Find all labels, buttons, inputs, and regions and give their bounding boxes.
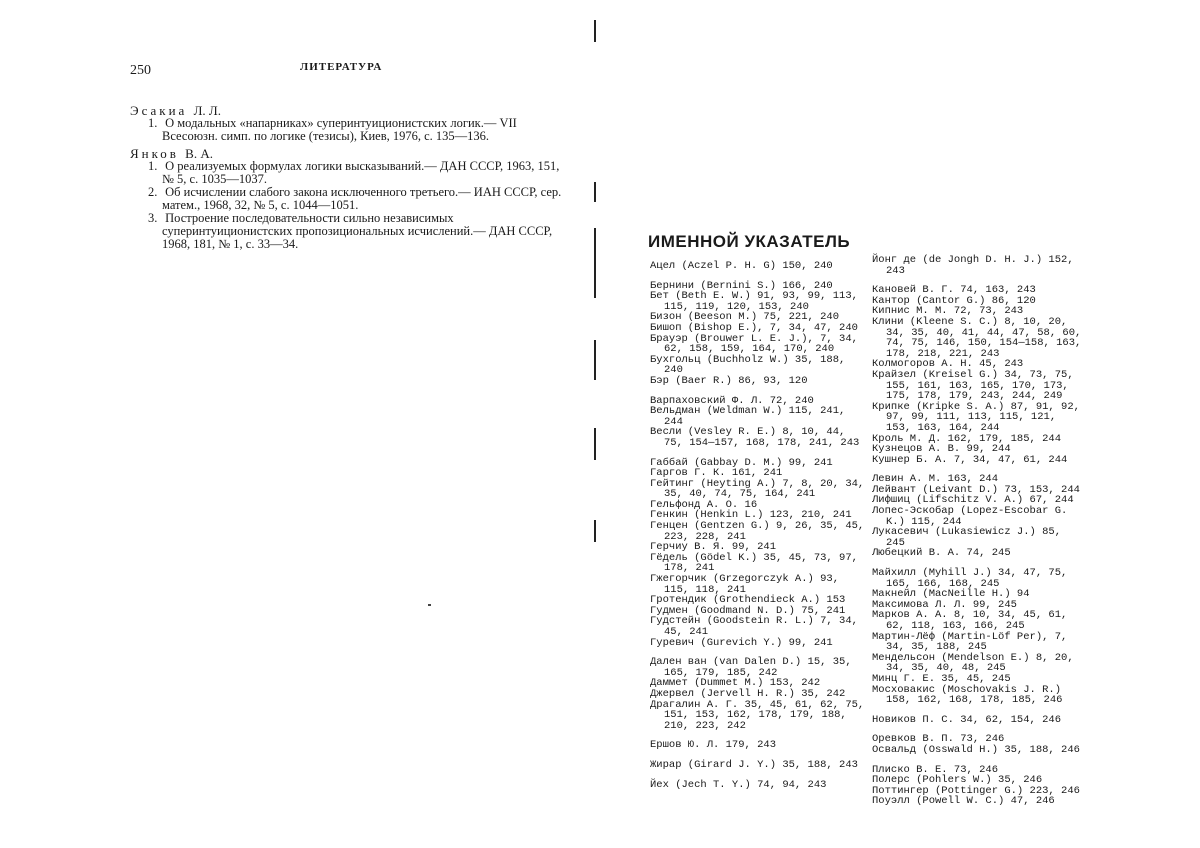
index-entry: Жирар (Girard J. Y.) 35, 188, 243 [650, 758, 858, 771]
index-entry: Ершов Ю. Л. 179, 243 [650, 739, 777, 752]
index-column-right [872, 255, 1082, 807]
index-entry: Любецкий В. А. 74, 245 [872, 547, 1011, 560]
index-entry: Минц Г. Е. 35, 45, 245 [872, 672, 1011, 685]
index-entry: Йех (Jech T. Y.) 74, 94, 243 [650, 778, 827, 791]
index-entry: Гротендик (Grothendieck A.) 153 [650, 594, 846, 607]
scan-speck [428, 604, 431, 606]
index-entry: Вельдман (Weldman W.) 115, 241, 244 [650, 405, 846, 428]
reference-text: О реализуемых формулах логики высказываний.— ДАН СССР, 1963, 151, № 5, с. 1035—1037. [162, 159, 560, 186]
index-entry: Марков А. А. 8, 10, 34, 45, 61, 62, 118, 163, 166, 245 [872, 609, 1068, 632]
index-entry: Кановей В. Г. 74, 163, 243 [872, 284, 1036, 297]
index-entry: Варпаховский Ф. Л. 72, 240 [650, 394, 814, 407]
index-entry: Полерс (Pohlers W.) 35, 246 [872, 774, 1043, 787]
author-initials: Л. Л. [193, 103, 221, 118]
reference-list [130, 100, 570, 251]
index-entry: Новиков П. С. 34, 62, 154, 246 [872, 713, 1062, 726]
reference-item [148, 160, 570, 186]
reference-text: Построение последовательности сильно независимых суперинтуиционистских пропозициональных исчислений.— ДАН СССР, 1968, 181, № 1, с. 33—34. [162, 211, 553, 251]
author-name: Эсакиа [130, 103, 188, 118]
index-entry: Бизон (Beeson M.) 75, 221, 240 [650, 311, 840, 324]
index-entry: Плиско В. Е. 73, 246 [872, 763, 999, 776]
index-entry: Гжегорчик (Grzegorczyk A.) 93, 115, 118, 241 [650, 573, 840, 596]
gutter-mark [594, 20, 596, 42]
gutter-mark [594, 428, 596, 460]
index-entry: Бишоп (Bishop E.), 7, 34, 47, 240 [650, 321, 858, 334]
index-entry: Мендельсон (Mendelson E.) 8, 20, 34, 35, 40, 48, 245 [872, 651, 1074, 675]
index-entry: Ацел (Aczel P. H. G) 150, 240 [650, 260, 833, 272]
reference-item [148, 117, 570, 143]
index-entry: Кантор (Cantor G.) 86, 120 [872, 294, 1036, 307]
index-entry: Бернини (Bernini S.) 166, 240 [650, 279, 833, 292]
index-entry: Бет (Beth E. W.) 91, 93, 99, 113, 115, 119, 120, 153, 240 [650, 290, 858, 313]
index-entry: Дален ван (van Dalen D.) 15, 35, 165, 179, 185, 242 [650, 656, 852, 679]
index-entry: Кузнецов А. В. 99, 244 [872, 443, 1011, 456]
index-entry: Генкин (Henkin L.) 123, 210, 241 [650, 509, 852, 522]
gutter-mark [594, 182, 596, 202]
reference-number: 1. [148, 159, 158, 173]
reference-text: О модальных «напарниках» суперинтуиционистских логик.— VII Всесоюзн. симп. по логике (тезисы), Киев, 1976, с. 135—136. [162, 116, 517, 143]
reference-number: 2. [148, 185, 158, 199]
index-entry: Джервел (Jervell H. R.) 35, 242 [650, 687, 846, 700]
index-entry: Левин А. М. 163, 244 [872, 473, 999, 486]
reference-text: Об исчислении слабого закона исключенного третьего.— ИАН СССР, сер. матем., 1968, 32, № 5, с. 1044—1051. [162, 185, 562, 212]
index-entry: Лукасевич (Lukasiewicz J.) 85, 245 [872, 526, 1062, 549]
page-number: 250 [130, 63, 151, 78]
index-entry: Поуэлл (Powell W. C.) 47, 246 [872, 795, 1055, 808]
index-entry: Колмогоров А. Н. 45, 243 [872, 358, 1024, 371]
index-entry: Майхилл (Myhill J.) 34, 47, 75, 165, 166, 168, 245 [872, 567, 1068, 590]
index-entry: Мосховакис (Moschovakis J. R.) 158, 162, 168, 178, 185, 246 [872, 683, 1063, 707]
index-entry: Гудстейн (Goodstein R. L.) 7, 34, 45, 241 [650, 615, 858, 638]
reference-item [148, 186, 570, 212]
index-entry: Весли (Vesley R. E.) 8, 10, 44, 75, 154—157, 168, 178, 241, 243 [650, 426, 860, 449]
running-head: ЛИТЕРАТУРА [300, 61, 383, 73]
index-entry: Оревков В. П. 73, 246 [872, 733, 1005, 746]
index-entry: Йонг де (de Jongh D. H. J.) 152, 243 [872, 254, 1074, 277]
index-entry: Освальд (Osswald H.) 35, 188, 246 [872, 743, 1080, 756]
reference-number: 3. [148, 211, 158, 225]
index-entry: Кушнер Б. А. 7, 34, 47, 61, 244 [872, 453, 1068, 466]
index-column-left [650, 261, 868, 790]
index-entry: Герчиу В. Я. 99, 241 [650, 541, 777, 554]
index-entry: Габбай (Gabbay D. M.) 99, 241 [650, 456, 833, 469]
index-entry: Гаргов Г. К. 161, 241 [650, 467, 783, 480]
index-entry: Лопес-Эскобар (Lopez-Escobar G. K.) 115, 244 [872, 505, 1068, 528]
author-initials: В. А. [185, 146, 213, 161]
index-entry: Кипнис М. М. 72, 73, 243 [872, 305, 1024, 318]
index-entry: Бэр (Baer R.) 86, 93, 120 [650, 374, 808, 387]
index-entry: Гуревич (Gurevich Y.) 99, 241 [650, 636, 833, 649]
index-entry: Крипке (Kripke S. A.) 87, 91, 92, 97, 99, 111, 113, 115, 121, 153, 163, 164, 244 [872, 400, 1080, 434]
index-entry: Максимова Л. Л. 99, 245 [872, 598, 1017, 611]
gutter-mark [594, 228, 596, 298]
index-entry: Клини (Kleene S. C.) 8, 10, 20, 34, 35, 40, 41, 44, 47, 58, 60, 74, 75, 146, 150, 154—158, 163, 178, 218, 221, 243 [872, 315, 1082, 360]
index-entry: Мартин-Лёф (Martin-Löf Per), 7, 34, 35, 188, 245 [872, 630, 1068, 654]
index-entry: Драгалин А. Г. 35, 45, 61, 62, 75, 151, 153, 162, 178, 179, 188, 210, 223, 242 [650, 698, 865, 732]
index-entry: Брауэр (Brouwer L. E. J.), 7, 34, 62, 158, 159, 164, 170, 240 [650, 332, 858, 356]
index-entry: Даммет (Dummet M.) 153, 242 [650, 677, 821, 690]
index-entry: Гудмен (Goodmand N. D.) 75, 241 [650, 604, 846, 617]
index-title: ИМЕННОЙ УКАЗАТЕЛЬ [648, 232, 851, 251]
index-entry: Кроль М. Д. 162, 179, 185, 244 [872, 432, 1062, 445]
reference-number: 1. [148, 116, 158, 130]
index-entry: Гёдель (Gödel K.) 35, 45, 73, 97, 178, 241 [650, 551, 858, 575]
author-name: Янков [130, 146, 179, 161]
reference-item [148, 212, 570, 251]
index-entry: Крайзел (Kreisel G.) 34, 73, 75, 155, 161, 163, 165, 170, 173, 175, 178, 179, 243, 244, 249 [872, 368, 1074, 403]
index-entry: Генцен (Gentzen G.) 9, 26, 35, 45, 223, 228, 241 [650, 520, 865, 543]
gutter-mark [594, 340, 596, 380]
index-entry: Лейвант (Leivant D.) 73, 153, 244 [872, 483, 1080, 496]
index-entry: Поттингер (Pottinger G.) 223, 246 [872, 784, 1080, 797]
index-entry: Гельфонд А. О. 16 [650, 498, 758, 511]
index-entry: Бухгольц (Buchholz W.) 35, 188, 240 [650, 353, 846, 377]
index-entry: Гейтинг (Heyting A.) 7, 8, 20, 34, 35, 40, 74, 75, 164, 241 [650, 477, 865, 501]
index-entry: Лифшиц (Lifschitz V. A.) 67, 244 [872, 494, 1074, 507]
gutter-mark [594, 520, 596, 542]
index-entry: Макнейл (MacNeille H.) 94 [872, 588, 1030, 601]
